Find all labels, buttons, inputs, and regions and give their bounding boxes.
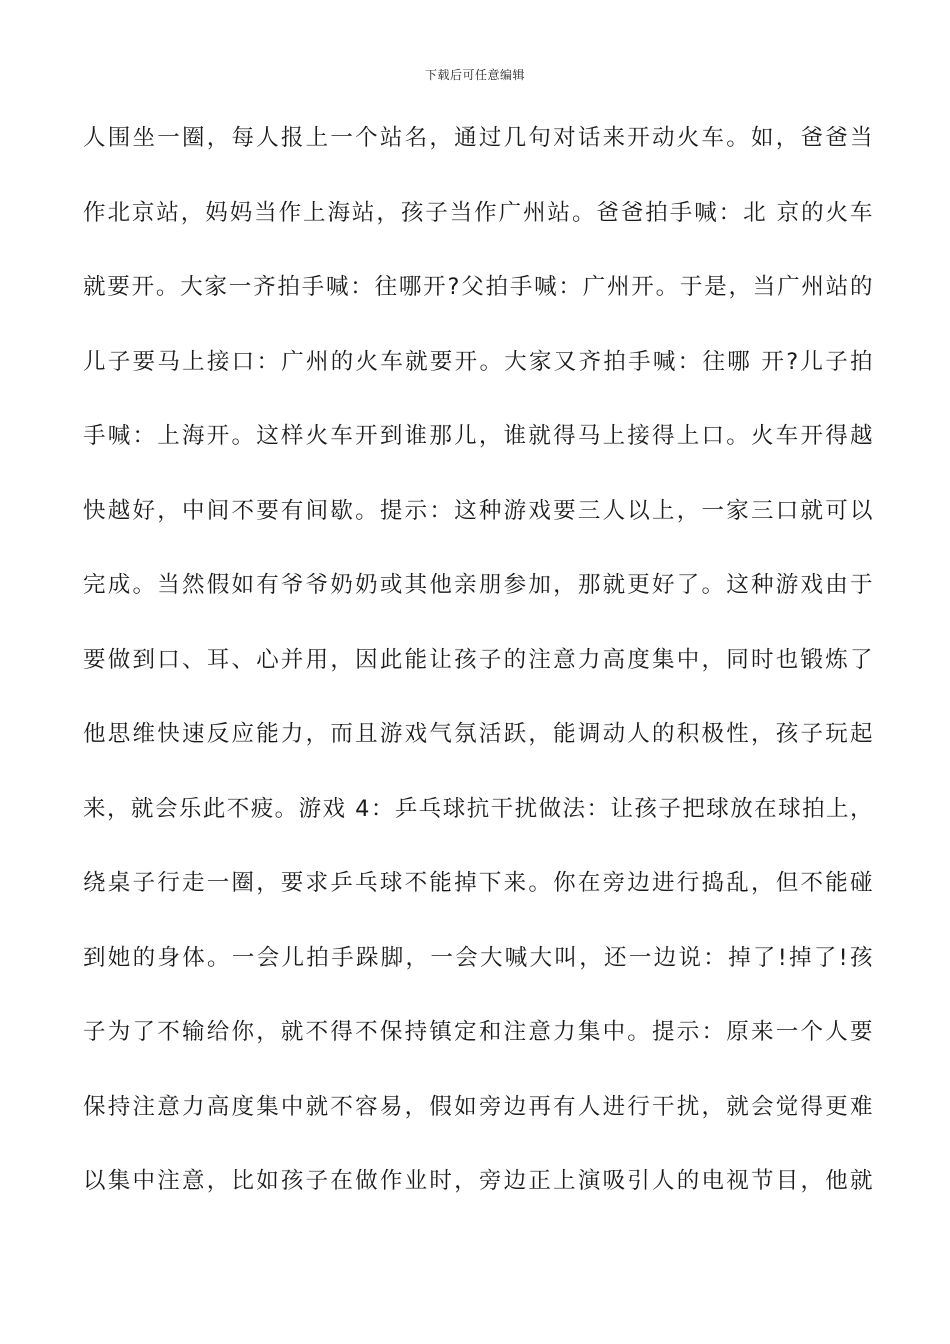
text-line-5: 手喊：上海开。这样火车开到谁那儿，谁就得马上接得上口。火车开得越 [83, 423, 873, 449]
text-line-7: 完成。当然假如有爷爷奶奶或其他亲朋参加，那就更好了。这种游戏由于 [83, 572, 873, 598]
body-text [83, 118, 873, 1236]
text-line-15: 以集中注意，比如孩子在做作业时，旁边正上演吸引人的电视节目，他就 [83, 1168, 873, 1194]
text-line-13: 子为了不输给你，就不得不保持镇定和注意力集中。提示：原来一个人要 [83, 1019, 873, 1045]
text-line-14: 保持注意力高度集中就不容易，假如旁边再有人进行干扰，就会觉得更难 [83, 1093, 873, 1120]
text-line-1: 人围坐一圈，每人报上一个站名，通过几句对话来开动火车。如，爸爸当 [83, 125, 873, 151]
text-line-12: 到她的身体。一会儿拍手跺脚，一会大喊大叫，还一边说：掉了!掉了!孩 [83, 944, 873, 971]
text-line-11: 绕桌子行走一圈，要求乒乓球不能掉下来。你在旁边进行捣乱，但不能碰 [83, 870, 873, 896]
text-line-8: 要做到口、耳、心并用，因此能让孩子的注意力高度集中，同时也锻炼了 [83, 646, 873, 673]
text-line-3: 就要开。大家一齐拍手喊：往哪开?父拍手喊：广州开。于是，当广州站的 [83, 274, 873, 300]
text-line-2: 作北京站，妈妈当作上海站，孩子当作广州站。爸爸拍手喊：北 京的火车 [83, 199, 873, 226]
text-line-9: 他思维快速反应能力，而且游戏气氛活跃，能调动人的积极性，孩子玩起 [83, 721, 873, 747]
page-header: 下载后可任意编辑 [424, 68, 525, 82]
text-line-6: 快越好，中间不要有间歇。提示：这种游戏要三人以上，一家三口就可以 [83, 497, 873, 524]
text-line-4: 儿子要马上接口：广州的火车就要开。大家又齐拍手喊：往哪 开?儿子拍 [83, 348, 873, 375]
text-line-10: 来，就会乐此不疲。游戏 4：乒乓球抗干扰做法：让孩子把球放在球拍上， [83, 795, 873, 822]
